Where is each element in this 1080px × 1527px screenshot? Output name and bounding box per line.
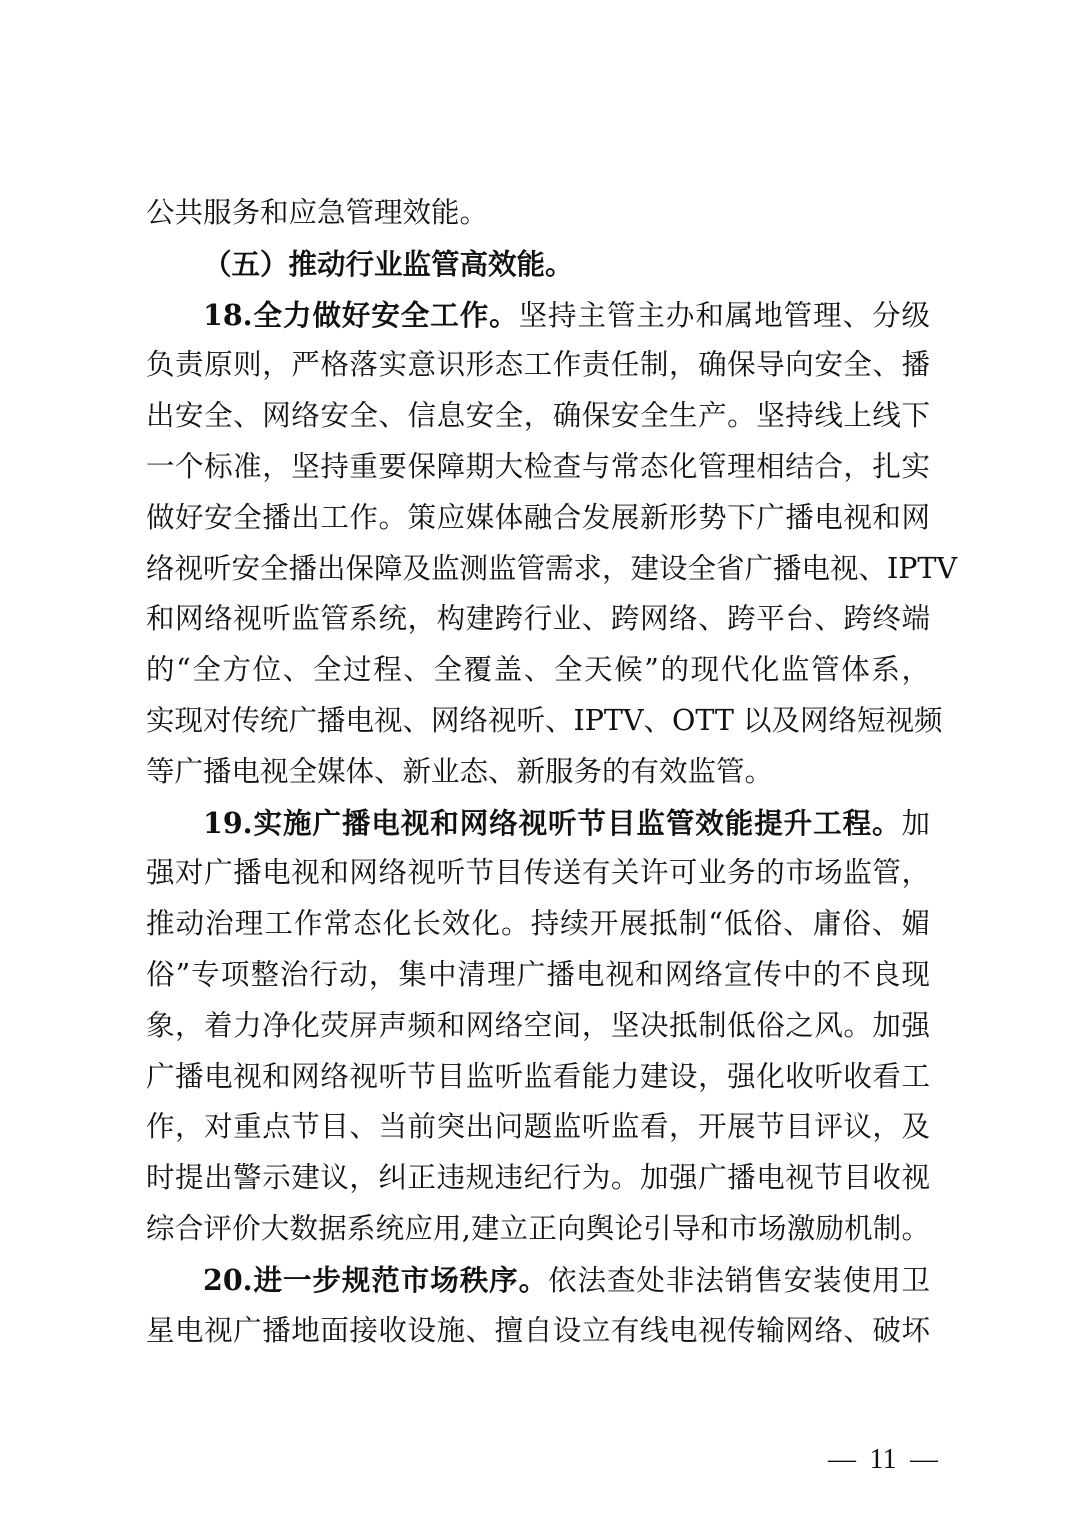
- paragraph-line: [146, 1204, 930, 1255]
- paragraph-line: [146, 950, 930, 1001]
- text-line: 综合评价大数据系统应用,建立正向舆论引导和市场激励机制。: [146, 1211, 930, 1245]
- page-number: 11: [869, 1444, 897, 1475]
- text-line: 俗”专项整治行动，集中清理广播电视和网络宣传中的不良现: [146, 957, 930, 991]
- item-18-text: 坚持主管主办和属地管理、分级: [518, 298, 930, 332]
- text-line: 强对广播电视和网络视听节目传送有关许可业务的市场监管，: [146, 856, 930, 890]
- item-18-title: 18.全力做好安全工作。: [203, 297, 519, 332]
- text-line: 推动治理工作常态化长效化。持续开展抵制“低俗、庸俗、媚: [146, 907, 930, 941]
- text-line: 一个标准，坚持重要保障期大检查与常态化管理相结合，扎实: [146, 449, 930, 483]
- footer-dash-right: —: [910, 1444, 938, 1475]
- text-line: 做好安全播出工作。策应媒体融合发展新形势下广播电视和网: [146, 500, 930, 534]
- paragraph-line: [146, 1001, 930, 1052]
- paragraph-line: [146, 1102, 930, 1153]
- text-line: 实现对传统广播电视、网络视听、IPTV、OTT 以及网络短视频: [146, 703, 943, 737]
- paragraph-line: [146, 442, 930, 493]
- section-heading: [146, 239, 930, 290]
- text-line: 公共服务和应急管理效能。: [146, 196, 489, 229]
- paragraph-line: [146, 188, 930, 239]
- text-line: 和网络视听监管系统，构建跨行业、跨网络、跨平台、跨终端: [146, 602, 930, 636]
- paragraph-line: [146, 645, 930, 696]
- paragraph-line: [146, 747, 930, 798]
- item-20-text: 依法查处非法销售安装使用卫: [548, 1263, 930, 1297]
- section-heading-text: （五）推动行业监管高效能。: [203, 246, 574, 281]
- text-line: 星电视广播地面接收设施、擅自设立有线电视传输网络、破坏: [146, 1313, 930, 1347]
- paragraph-line: [146, 594, 930, 645]
- paragraph-line: [146, 1153, 930, 1204]
- paragraph-line: [146, 340, 930, 391]
- paragraph-line: [146, 493, 930, 544]
- item-19-title: 19.实施广播电视和网络视听节目监管效能提升工程。: [203, 805, 902, 840]
- item-19-heading-line: [146, 798, 930, 849]
- text-line: 的“全方位、全过程、全覆盖、全天候”的现代化监管体系，: [146, 653, 930, 687]
- text-line: 络视听安全播出保障及监测监管需求，建设全省广播电视、IPTV: [146, 551, 958, 585]
- text-line: 出安全、网络安全、信息安全，确保安全生产。坚持线上线下: [146, 399, 930, 433]
- text-line: 等广播电视全媒体、新业态、新服务的有效监管。: [146, 754, 774, 788]
- paragraph-line: [146, 848, 930, 899]
- text-line: 时提出警示建议，纠正违规违纪行为。加强广播电视节目收视: [146, 1161, 930, 1195]
- paragraph-line: [146, 1052, 930, 1103]
- item-20-title: 20.进一步规范市场秩序。: [203, 1262, 549, 1297]
- text-line: 负责原则，严格落实意识形态工作责任制，确保导向安全、播: [146, 348, 930, 382]
- text-line: 作，对重点节目、当前突出问题监听监看，开展节目评议，及: [146, 1110, 930, 1144]
- document-body: [146, 188, 958, 1356]
- text-line: 广播电视和网络视听节目监听监看能力建设，强化收听收看工: [146, 1059, 930, 1093]
- paragraph-line: [146, 544, 958, 595]
- item-19-text: 加: [901, 806, 930, 840]
- text-line: 象，着力净化荧屏声频和网络空间，坚决抵制低俗之风。加强: [146, 1008, 930, 1042]
- page-footer: [828, 1440, 938, 1480]
- item-20-heading-line: [146, 1255, 930, 1306]
- paragraph-line: [146, 391, 930, 442]
- paragraph-line: [146, 1306, 930, 1357]
- item-18-heading-line: [146, 290, 930, 341]
- footer-dash-left: —: [828, 1444, 856, 1475]
- paragraph-line: [146, 696, 943, 747]
- paragraph-line: [146, 899, 930, 950]
